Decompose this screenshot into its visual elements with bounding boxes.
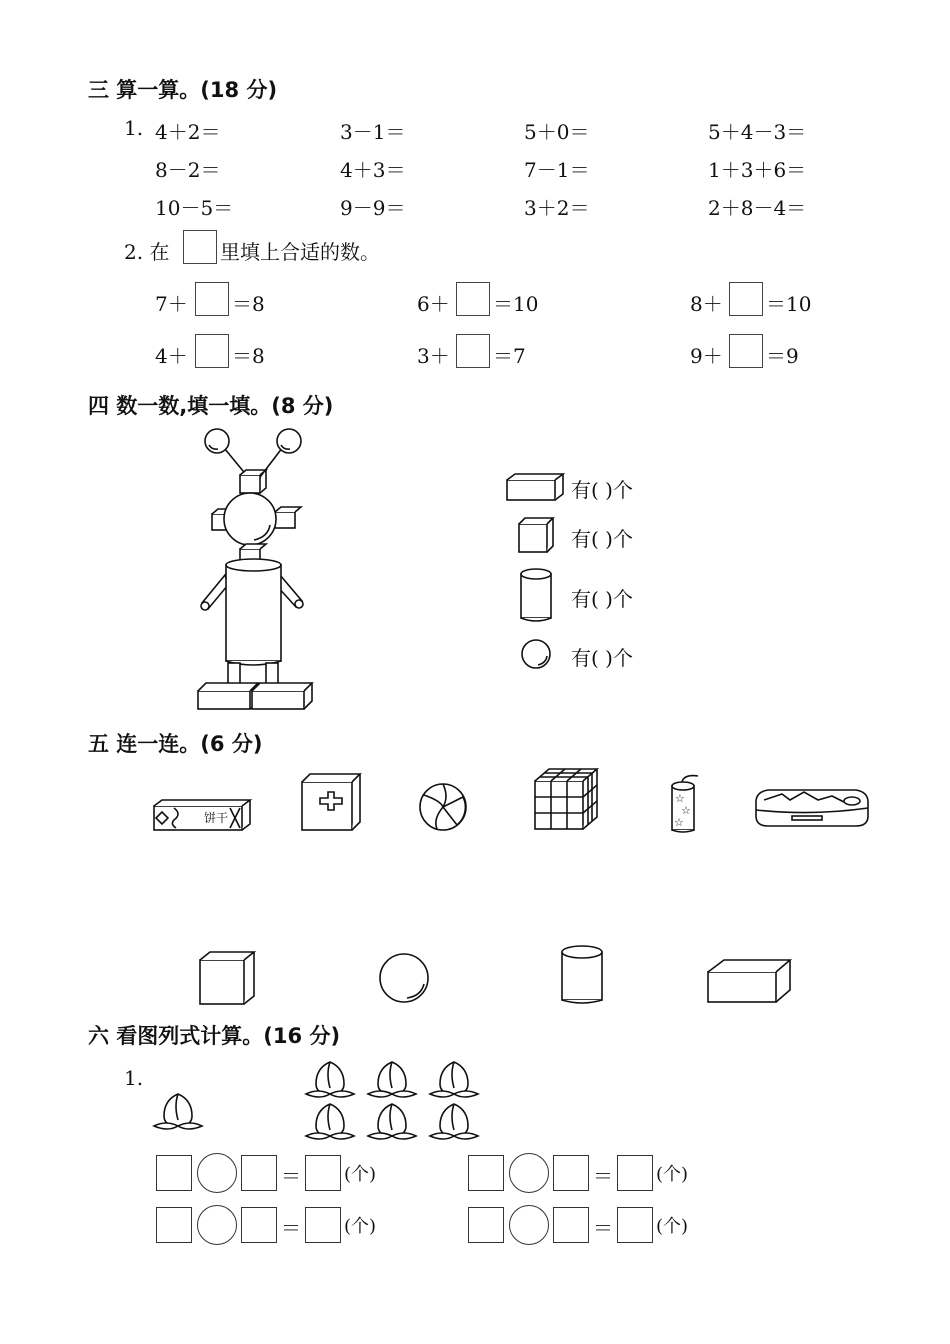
biscuit-box-image: [152, 798, 252, 832]
peach-icon: [366, 1058, 418, 1104]
cuboid-shape: [706, 958, 792, 1004]
q1-label: 1.: [124, 116, 144, 140]
rubiks-cube-image: [533, 767, 599, 831]
answer-box[interactable]: [456, 334, 490, 368]
pencil-case-image: [752, 786, 872, 830]
example-box: [183, 230, 217, 264]
blank-expr-right: ＝10: [493, 292, 539, 316]
calc-item: 5＋4－3＝: [708, 120, 807, 144]
equals-sign: ＝: [593, 1164, 613, 1188]
calc-item: 9－9＝: [340, 196, 406, 220]
cylinder-icon: [519, 568, 555, 624]
answer-box[interactable]: [195, 282, 229, 316]
blank-expr-right: ＝7: [493, 344, 526, 368]
blank-expr-left: 6＋: [417, 292, 450, 316]
section-6-title: 六 看图列式计算。(16 分): [88, 1024, 341, 1048]
operator-circle[interactable]: [509, 1153, 549, 1193]
calc-item: 1＋3＋6＝: [708, 158, 807, 182]
calc-item: 7－1＝: [524, 158, 590, 182]
unit-label: (个): [344, 1216, 377, 1237]
calc-item: 4＋2＝: [155, 120, 221, 144]
sphere-shape: [379, 954, 433, 1006]
answer-box[interactable]: [468, 1155, 504, 1191]
firecracker-image: [668, 772, 708, 834]
q2-suffix: 里填上合适的数。: [220, 240, 380, 264]
operator-circle[interactable]: [197, 1153, 237, 1193]
calc-item: 3＋2＝: [524, 196, 590, 220]
robot-figure-image: [190, 425, 320, 715]
blank-expr-right: ＝8: [232, 344, 265, 368]
answer-box[interactable]: [729, 282, 763, 316]
calc-item: 8－2＝: [155, 158, 221, 182]
q1-label: 1.: [124, 1066, 144, 1090]
peach-icon: [304, 1058, 356, 1104]
answer-box[interactable]: [553, 1207, 589, 1243]
blank-expr-left: 4＋: [155, 344, 188, 368]
peach-icon: [428, 1058, 480, 1104]
count-label: 有( )个: [571, 478, 633, 502]
answer-box[interactable]: [195, 334, 229, 368]
answer-box[interactable]: [156, 1155, 192, 1191]
blank-expr-left: 7＋: [155, 292, 188, 316]
equals-sign: ＝: [281, 1164, 301, 1188]
unit-label: (个): [656, 1216, 689, 1237]
blank-expr-left: 8＋: [690, 292, 723, 316]
svg-text:☆: ☆: [681, 804, 691, 817]
answer-box[interactable]: [241, 1155, 277, 1191]
count-label: 有( )个: [571, 646, 633, 670]
answer-box[interactable]: [553, 1155, 589, 1191]
cylinder-shape: [560, 944, 606, 1006]
count-label: 有( )个: [571, 527, 633, 551]
count-label: 有( )个: [571, 587, 633, 611]
section-3-title: 三 算一算。(18 分): [88, 78, 278, 102]
unit-label: (个): [656, 1164, 689, 1185]
answer-box[interactable]: [156, 1207, 192, 1243]
operator-circle[interactable]: [197, 1205, 237, 1245]
answer-box[interactable]: [241, 1207, 277, 1243]
equals-sign: ＝: [593, 1216, 613, 1240]
first-aid-box-image: [300, 772, 362, 834]
answer-box[interactable]: [617, 1155, 653, 1191]
biscuit-label: 饼干: [204, 811, 229, 825]
calc-item: 10－5＝: [155, 196, 234, 220]
calc-item: 5＋0＝: [524, 120, 590, 144]
calc-item: 4＋3＝: [340, 158, 406, 182]
blank-expr-right: ＝9: [766, 344, 799, 368]
section-4-title: 四 数一数,填一填。(8 分): [88, 394, 334, 418]
peach-icon: [152, 1090, 204, 1136]
ball-image: [419, 783, 469, 833]
cube-shape: [198, 950, 256, 1006]
sphere-icon: [520, 638, 554, 672]
section-5-title: 五 连一连。(6 分): [88, 732, 263, 756]
peach-icon: [428, 1100, 480, 1146]
answer-box[interactable]: [305, 1155, 341, 1191]
answer-box[interactable]: [468, 1207, 504, 1243]
answer-box[interactable]: [456, 282, 490, 316]
answer-box[interactable]: [617, 1207, 653, 1243]
calc-item: 3－1＝: [340, 120, 406, 144]
calc-item: 2＋8－4＝: [708, 196, 807, 220]
answer-box[interactable]: [729, 334, 763, 368]
operator-circle[interactable]: [509, 1205, 549, 1245]
svg-text:☆: ☆: [675, 792, 685, 805]
svg-text:☆: ☆: [674, 816, 684, 829]
answer-box[interactable]: [305, 1207, 341, 1243]
equals-sign: ＝: [281, 1216, 301, 1240]
blank-expr-left: 9＋: [690, 344, 723, 368]
cuboid-icon: [505, 472, 565, 502]
peach-icon: [366, 1100, 418, 1146]
cube-icon: [517, 516, 555, 554]
q2-prefix: 2. 在: [124, 240, 170, 264]
peach-icon: [304, 1100, 356, 1146]
blank-expr-right: ＝8: [232, 292, 265, 316]
unit-label: (个): [344, 1164, 377, 1185]
blank-expr-left: 3＋: [417, 344, 450, 368]
blank-expr-right: ＝10: [766, 292, 812, 316]
